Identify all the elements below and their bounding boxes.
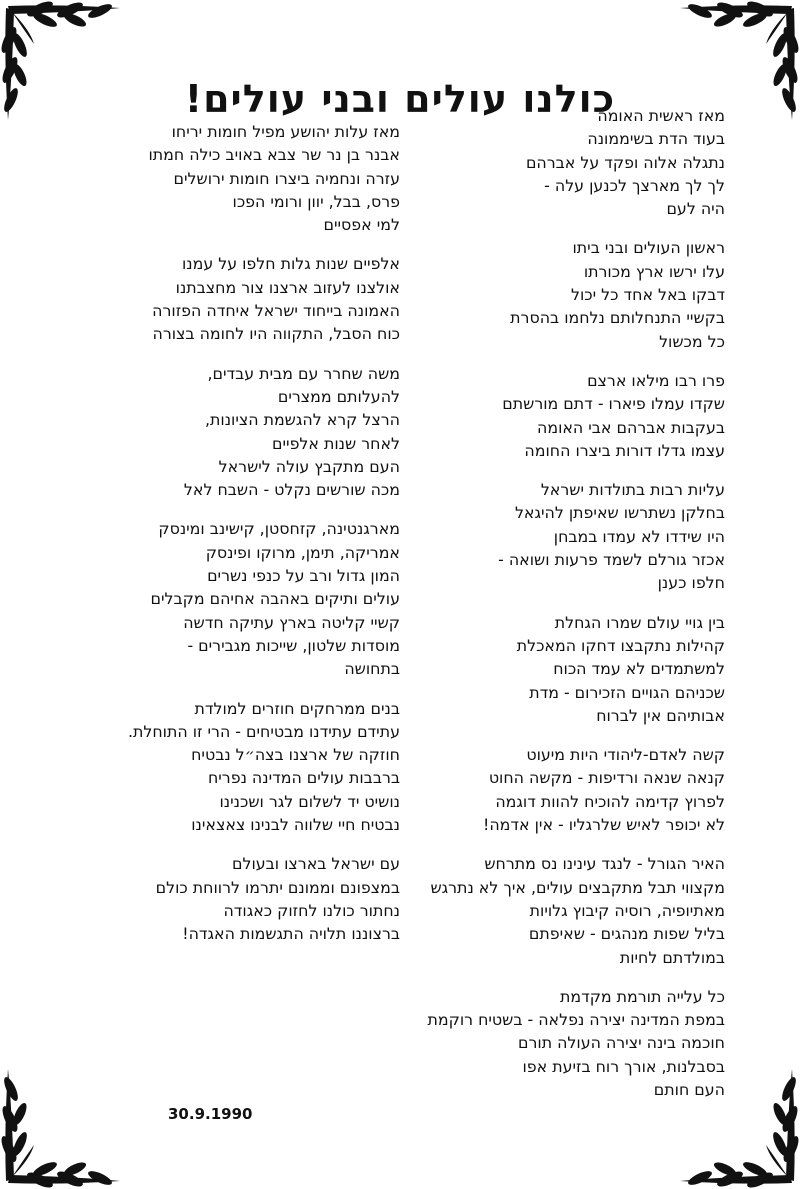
corner-ornament-bottom-left — [0, 1009, 180, 1189]
poem-line: אבותיהם אין לברוח — [596, 705, 725, 725]
poem-line: קשה לאדם-ליהודי היות מיעוט — [526, 745, 725, 765]
poem-line: עם ישראל בארצו ובעולם — [232, 854, 400, 874]
poem-line: ראשון העולים ובני ביתו — [572, 238, 725, 258]
poem-column-left — [70, 120, 400, 962]
poem-line: מארגנטינה, קזחסטן, קישינב ומינסק — [158, 519, 400, 539]
poem-line: המון גדול ורב על כנפי נשרים — [207, 566, 400, 586]
poem-line: הרצל קרא להגשמת הציונות, — [204, 410, 400, 430]
poem-line: חוזקה של ארצנו בצה״ל נבטיח — [191, 745, 400, 765]
poem-line: עזרה ונחמיה ביצרו חומות ירושלים — [173, 168, 400, 188]
poem-line: קשיי קליטה בארץ עתיקה חדשה — [183, 612, 400, 632]
poem-line: נבטיח חיי שלווה לבנינו צאצאינו — [191, 815, 400, 835]
poem-stanza — [380, 236, 725, 352]
poem-line: עלו ירשו ארץ מכורתו — [583, 261, 725, 281]
poem-line: מקצווי תבל מתקבצים עולים, איך לא נתרגש — [430, 877, 725, 897]
poem-line: מכה שורשים נקלט - השבח לאל — [183, 480, 400, 500]
poem-stanza — [70, 252, 400, 345]
poem-line: פרס, בבל, יוון ורומי הפכו — [232, 191, 400, 211]
poem-line: חלפו כענן — [657, 573, 725, 593]
poem-line: האמונה בייחוד ישראל איחדה הפזורה — [152, 301, 400, 321]
poem-line: העם מתקבץ עולה לישראל — [218, 456, 400, 476]
poem-line: דבקו באל אחד כל יכול — [570, 285, 725, 305]
poem-line: למי אפסיים — [323, 215, 400, 235]
poem-line: עולים ותיקים באהבה אחיהם מקבלים — [150, 589, 400, 609]
poem-line: מאז ראשית האומה — [597, 106, 725, 125]
poem-line: בעוד הדת בשיממונה — [587, 129, 725, 149]
poem-line: בליל שפות מנהגים - שאיפתם — [528, 924, 725, 944]
poem-line: בעקבות אברהם אבי האומה — [537, 417, 725, 437]
laurel-corner-icon — [0, 1009, 180, 1189]
poem-line: במולדתם לחיות — [619, 947, 725, 967]
poem-line: לאחר שנות אלפיים — [272, 433, 400, 453]
poem-line: קנאה שנאה ורדיפות - מקשה החוט — [488, 768, 725, 788]
poem-line: היו שידדו לא עמדו במבחן — [553, 526, 725, 546]
poem-stanza — [380, 743, 725, 836]
poem-line: בתחושה — [344, 659, 400, 679]
poem-stanza — [380, 985, 725, 1101]
poem-line: בחלקן נשתרשו שאיפתן להיגאל — [514, 503, 725, 523]
poem-line: שכניהם הגויים הזכירום - מדת — [529, 682, 725, 702]
poem-line: בין גויי עולם שמרו הגחלת — [554, 612, 725, 632]
poem-line: כוח הסבל, התקווה היו לחומה בצורה — [152, 324, 400, 344]
poem-line: בסבלנות, אורך רוח בזיעת אפו — [522, 1056, 725, 1076]
poem-date: 30.9.1990 — [168, 1105, 253, 1123]
poem-line: ברצוננו תלויה התגשמות האגדה! — [182, 924, 400, 944]
poem-line: עתידם עתידנו מבטיחים - הרי זו התוחלת. — [127, 721, 400, 741]
poem-column-right — [380, 104, 725, 1117]
poem-stanza — [380, 104, 725, 220]
poem-line: במצפונם וממונם יתרמו לרווחת כולם — [155, 877, 400, 897]
poem-stanza — [380, 611, 725, 727]
poem-line: פרו רבו מילאו ארצם — [587, 370, 725, 390]
poem-line: אולצנו לעזוב ארצנו צור מחצבתנו — [175, 277, 400, 297]
poem-line: האיר הגורל - לנגד עינינו נס מתרחש — [484, 854, 725, 874]
poem-line: נושיט יד לשלום לגר ושכנינו — [219, 791, 400, 811]
poem-line: לפרוץ קדימה להוכיח להוות דוגמה — [495, 791, 725, 811]
poem-line: אלפיים שנות גלות חלפו על עמנו — [181, 254, 400, 274]
poem-line: בנים ממרחקים חוזרים למולדת — [194, 698, 400, 718]
poem-line: נתגלה אלוה ופקד על אברהם — [525, 152, 725, 172]
poem-line: נחתור כולנו לחזוק כאגודה — [223, 900, 400, 920]
poem-stanza — [380, 478, 725, 594]
poem-stanza — [70, 852, 400, 945]
poem-line: לא יכופר לאיש שלרגליו - אין אדמה! — [483, 815, 725, 835]
poem-line: להעלותם ממצרים — [277, 386, 400, 406]
poem-line: אכזר גורלם לשמד פרעות ושואה - — [498, 550, 725, 570]
poem-stanza — [380, 369, 725, 462]
poem-line: חוכמה בינה יצירה העולה תורם — [518, 1033, 725, 1053]
poem-line: שקדו עמלו פיארו - דתם מורשתם — [502, 394, 725, 414]
poem-line: העם חותם — [653, 1079, 725, 1099]
poem-line: מאתיופיה, רוסיה קיבוץ גלויות — [529, 900, 725, 920]
poem-stanza — [70, 120, 400, 236]
poem-stanza — [70, 362, 400, 502]
poem-line: אמריקה, תימן, מרוקו ופינסק — [205, 542, 400, 562]
poem-stanza — [380, 852, 725, 968]
poem-line: מאז עלות יהושע מפיל חומות יריחו — [171, 122, 400, 141]
poem-line: היה לעם — [666, 199, 725, 219]
poem-line: ברבבות עולים המדינה נפריח — [207, 768, 400, 788]
poem-line: לך לך מארצך לכנען עלה - — [544, 175, 725, 195]
poem-line: אבנר בן נר שר צבא באויב כילה חמתו — [148, 145, 400, 165]
poem-line: מוסדות שלטון, שייכות מגבירים - — [187, 635, 400, 655]
poem-line: עליות רבות בתולדות ישראל — [540, 480, 725, 500]
poem-title: כולנו עולים ובני עולים! — [184, 77, 616, 122]
poem-stanza — [70, 517, 400, 680]
poem-line: כל מכשול — [659, 331, 725, 351]
poem-line: במפת המדינה יצירה נפלאה - בשטיח רוקמת — [427, 1010, 725, 1030]
poem-line: כל עלייה תורמת מקדמת — [559, 986, 725, 1006]
poem-line: משה שחרר עם מבית עבדים, — [207, 363, 400, 383]
poem-line: עצמו גדלו דורות ביצרו החומה — [524, 440, 725, 460]
poem-line: למשתמדים לא עמד הכוח — [553, 659, 725, 679]
poem-line: בקשיי התנחלותם נלחמו בהסרת — [510, 308, 725, 328]
poem-stanza — [70, 697, 400, 837]
poem-line: קהילות נתקבצו דחקו המאכלת — [516, 635, 725, 655]
